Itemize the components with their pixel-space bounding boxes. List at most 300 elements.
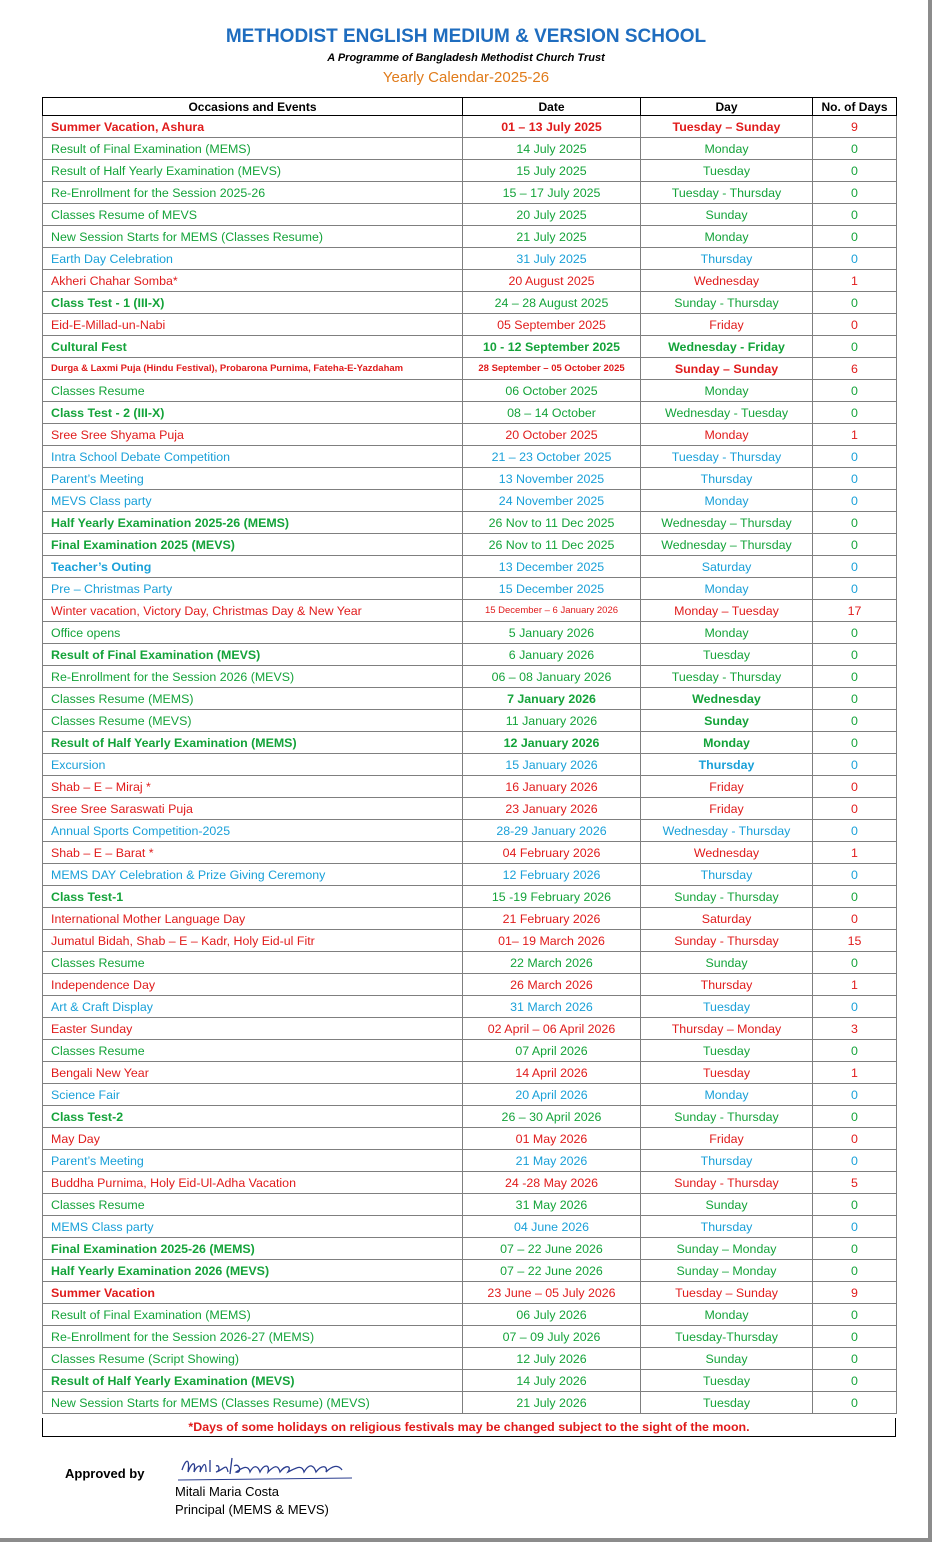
table-row — [43, 116, 897, 138]
days-count-cell: 15 — [813, 930, 897, 952]
date-cell: 23 January 2026 — [463, 798, 641, 820]
day-cell: Wednesday - Thursday — [641, 820, 813, 842]
date-cell: 28-29 January 2026 — [463, 820, 641, 842]
days-count-cell: 17 — [813, 600, 897, 622]
event-cell: Teacher’s Outing — [43, 556, 463, 578]
day-cell: Sunday - Thursday — [641, 886, 813, 908]
date-cell: 01– 19 March 2026 — [463, 930, 641, 952]
event-cell: Pre – Christmas Party — [43, 578, 463, 600]
day-cell: Monday – Tuesday — [641, 600, 813, 622]
day-cell: Monday — [641, 138, 813, 160]
event-cell: Annual Sports Competition-2025 — [43, 820, 463, 842]
day-cell: Friday — [641, 314, 813, 336]
event-cell: Class Test-2 — [43, 1106, 463, 1128]
day-cell: Tuesday — [641, 1062, 813, 1084]
day-cell: Tuesday — [641, 160, 813, 182]
date-cell: 24 – 28 August 2025 — [463, 292, 641, 314]
event-cell: Final Examination 2025 (MEVS) — [43, 534, 463, 556]
date-cell: 5 January 2026 — [463, 622, 641, 644]
table-row — [43, 1150, 897, 1172]
days-count-cell: 0 — [813, 1084, 897, 1106]
day-cell: Tuesday - Thursday — [641, 182, 813, 204]
date-cell: 07 – 22 June 2026 — [463, 1260, 641, 1282]
date-cell: 02 April – 06 April 2026 — [463, 1018, 641, 1040]
days-count-cell: 9 — [813, 1282, 897, 1304]
event-cell: Classes Resume — [43, 1194, 463, 1216]
day-cell: Friday — [641, 798, 813, 820]
table-row — [43, 1062, 897, 1084]
event-cell: Summer Vacation, Ashura — [43, 116, 463, 138]
event-cell: Result of Final Examination (MEMS) — [43, 1304, 463, 1326]
event-cell: Jumatul Bidah, Shab – E – Kadr, Holy Eid-ul Fitr — [43, 930, 463, 952]
day-cell: Monday — [641, 226, 813, 248]
table-row — [43, 798, 897, 820]
event-cell: Intra School Debate Competition — [43, 446, 463, 468]
days-count-cell: 0 — [813, 1040, 897, 1062]
day-cell: Thursday — [641, 864, 813, 886]
day-cell: Friday — [641, 776, 813, 798]
date-cell: 21 May 2026 — [463, 1150, 641, 1172]
event-cell: Classes Resume (Script Showing) — [43, 1348, 463, 1370]
event-cell: Class Test - 2 (III-X) — [43, 402, 463, 424]
date-cell: 11 January 2026 — [463, 710, 641, 732]
day-cell: Thursday – Monday — [641, 1018, 813, 1040]
table-row — [43, 226, 897, 248]
event-cell: Re-Enrollment for the Session 2026-27 (MEMS) — [43, 1326, 463, 1348]
days-count-cell: 0 — [813, 996, 897, 1018]
principal-signature — [176, 1452, 356, 1486]
days-count-cell: 9 — [813, 116, 897, 138]
days-count-cell: 1 — [813, 270, 897, 292]
date-cell: 15 – 17 July 2025 — [463, 182, 641, 204]
days-count-cell: 0 — [813, 490, 897, 512]
day-cell: Monday — [641, 1084, 813, 1106]
days-count-cell: 0 — [813, 1392, 897, 1414]
event-cell: MEMS Class party — [43, 1216, 463, 1238]
days-count-cell: 0 — [813, 138, 897, 160]
event-cell: Classes Resume (MEVS) — [43, 710, 463, 732]
event-cell: Earth Day Celebration — [43, 248, 463, 270]
day-cell: Monday — [641, 424, 813, 446]
day-cell: Tuesday — [641, 1392, 813, 1414]
date-cell: 04 June 2026 — [463, 1216, 641, 1238]
date-cell: 15 January 2026 — [463, 754, 641, 776]
date-cell: 13 December 2025 — [463, 556, 641, 578]
table-row — [43, 248, 897, 270]
event-cell: Sree Sree Shyama Puja — [43, 424, 463, 446]
table-row — [43, 1172, 897, 1194]
table-row — [43, 534, 897, 556]
event-cell: Akheri Chahar Somba* — [43, 270, 463, 292]
table-row — [43, 732, 897, 754]
event-cell: Result of Half Yearly Examination (MEMS) — [43, 732, 463, 754]
event-cell: Final Examination 2025-26 (MEMS) — [43, 1238, 463, 1260]
date-cell: 28 September – 05 October 2025 — [463, 358, 641, 380]
event-cell: Result of Final Examination (MEVS) — [43, 644, 463, 666]
table-row — [43, 182, 897, 204]
event-cell: Science Fair — [43, 1084, 463, 1106]
days-count-cell: 0 — [813, 336, 897, 358]
days-count-cell: 1 — [813, 424, 897, 446]
date-cell: 15 December – 6 January 2026 — [463, 600, 641, 622]
table-row — [43, 600, 897, 622]
date-cell: 23 June – 05 July 2026 — [463, 1282, 641, 1304]
table-row — [43, 820, 897, 842]
days-count-cell: 0 — [813, 1216, 897, 1238]
day-cell: Tuesday — [641, 1040, 813, 1062]
table-row — [43, 1194, 897, 1216]
day-cell: Sunday - Thursday — [641, 1172, 813, 1194]
event-cell: Re-Enrollment for the Session 2026 (MEVS) — [43, 666, 463, 688]
event-cell: MEMS DAY Celebration & Prize Giving Ceremony — [43, 864, 463, 886]
table-row — [43, 490, 897, 512]
column-header-date: Date — [463, 98, 641, 116]
day-cell: Friday — [641, 1128, 813, 1150]
event-cell: Class Test-1 — [43, 886, 463, 908]
day-cell: Monday — [641, 1304, 813, 1326]
day-cell: Wednesday — [641, 270, 813, 292]
days-count-cell: 0 — [813, 1370, 897, 1392]
date-cell: 15 -19 February 2026 — [463, 886, 641, 908]
table-row — [43, 270, 897, 292]
day-cell: Sunday — [641, 952, 813, 974]
table-row — [43, 1040, 897, 1062]
date-cell: 20 July 2025 — [463, 204, 641, 226]
days-count-cell: 0 — [813, 1304, 897, 1326]
table-row — [43, 468, 897, 490]
table-row — [43, 424, 897, 446]
days-count-cell: 0 — [813, 1260, 897, 1282]
event-cell: Parent’s Meeting — [43, 1150, 463, 1172]
table-row — [43, 688, 897, 710]
principal-title: Principal (MEMS & MEVS) — [175, 1502, 329, 1517]
table-row — [43, 358, 897, 380]
table-row — [43, 1282, 897, 1304]
event-cell: International Mother Language Day — [43, 908, 463, 930]
day-cell: Wednesday - Friday — [641, 336, 813, 358]
table-row — [43, 1326, 897, 1348]
date-cell: 6 January 2026 — [463, 644, 641, 666]
date-cell: 14 July 2025 — [463, 138, 641, 160]
date-cell: 01 May 2026 — [463, 1128, 641, 1150]
date-cell: 26 – 30 April 2026 — [463, 1106, 641, 1128]
event-cell: New Session Starts for MEMS (Classes Resume) — [43, 226, 463, 248]
days-count-cell: 0 — [813, 1150, 897, 1172]
day-cell: Sunday – Monday — [641, 1260, 813, 1282]
day-cell: Monday — [641, 578, 813, 600]
days-count-cell: 0 — [813, 864, 897, 886]
days-count-cell: 0 — [813, 578, 897, 600]
date-cell: 21 July 2025 — [463, 226, 641, 248]
table-row — [43, 512, 897, 534]
event-cell: Summer Vacation — [43, 1282, 463, 1304]
day-cell: Sunday – Sunday — [641, 358, 813, 380]
days-count-cell: 0 — [813, 226, 897, 248]
event-cell: Sree Sree Saraswati Puja — [43, 798, 463, 820]
table-row — [43, 886, 897, 908]
day-cell: Thursday — [641, 754, 813, 776]
days-count-cell: 0 — [813, 644, 897, 666]
days-count-cell: 0 — [813, 754, 897, 776]
date-cell: 31 July 2025 — [463, 248, 641, 270]
table-row — [43, 842, 897, 864]
days-count-cell: 0 — [813, 666, 897, 688]
table-row — [43, 1370, 897, 1392]
days-count-cell: 6 — [813, 358, 897, 380]
days-count-cell: 0 — [813, 820, 897, 842]
day-cell: Tuesday — [641, 644, 813, 666]
event-cell: Classes Resume (MEMS) — [43, 688, 463, 710]
days-count-cell: 0 — [813, 160, 897, 182]
day-cell: Sunday — [641, 1348, 813, 1370]
date-cell: 04 February 2026 — [463, 842, 641, 864]
day-cell: Tuesday — [641, 1370, 813, 1392]
day-cell: Thursday — [641, 468, 813, 490]
day-cell: Sunday - Thursday — [641, 930, 813, 952]
event-cell: Result of Half Yearly Examination (MEVS) — [43, 1370, 463, 1392]
column-header-occasions: Occasions and Events — [43, 98, 463, 116]
column-header-days: No. of Days — [813, 98, 897, 116]
date-cell: 31 March 2026 — [463, 996, 641, 1018]
day-cell: Tuesday – Sunday — [641, 116, 813, 138]
table-row — [43, 1392, 897, 1414]
event-cell: Office opens — [43, 622, 463, 644]
date-cell: 20 August 2025 — [463, 270, 641, 292]
event-cell: Buddha Purnima, Holy Eid-Ul-Adha Vacation — [43, 1172, 463, 1194]
date-cell: 05 September 2025 — [463, 314, 641, 336]
date-cell: 20 April 2026 — [463, 1084, 641, 1106]
table-row — [43, 1304, 897, 1326]
date-cell: 21 July 2026 — [463, 1392, 641, 1414]
event-cell: Classes Resume — [43, 380, 463, 402]
days-count-cell: 0 — [813, 952, 897, 974]
table-row — [43, 204, 897, 226]
event-cell: Parent’s Meeting — [43, 468, 463, 490]
day-cell: Tuesday - Thursday — [641, 666, 813, 688]
table-row — [43, 1348, 897, 1370]
day-cell: Tuesday — [641, 996, 813, 1018]
table-row — [43, 776, 897, 798]
day-cell: Monday — [641, 380, 813, 402]
event-cell: Classes Resume of MEVS — [43, 204, 463, 226]
day-cell: Tuesday-Thursday — [641, 1326, 813, 1348]
days-count-cell: 0 — [813, 622, 897, 644]
date-cell: 7 January 2026 — [463, 688, 641, 710]
table-row — [43, 710, 897, 732]
table-row — [43, 754, 897, 776]
table-row — [43, 160, 897, 182]
days-count-cell: 0 — [813, 886, 897, 908]
calendar-table — [42, 97, 897, 1414]
table-row — [43, 930, 897, 952]
programme-subtitle: A Programme of Bangladesh Methodist Church Trust — [327, 52, 605, 64]
event-cell: May Day — [43, 1128, 463, 1150]
event-cell: Shab – E – Miraj * — [43, 776, 463, 798]
school-name: METHODIST ENGLISH MEDIUM & VERSION SCHOOL — [225, 26, 707, 47]
day-cell: Tuesday - Thursday — [641, 446, 813, 468]
days-count-cell: 1 — [813, 974, 897, 996]
days-count-cell: 0 — [813, 1194, 897, 1216]
date-cell: 20 October 2025 — [463, 424, 641, 446]
event-cell: Class Test - 1 (III-X) — [43, 292, 463, 314]
days-count-cell: 0 — [813, 1128, 897, 1150]
table-row — [43, 1106, 897, 1128]
event-cell: Independence Day — [43, 974, 463, 996]
date-cell: 06 – 08 January 2026 — [463, 666, 641, 688]
principal-name: Mitali Maria Costa — [175, 1484, 280, 1499]
table-row — [43, 996, 897, 1018]
days-count-cell: 0 — [813, 1106, 897, 1128]
days-count-cell: 0 — [813, 292, 897, 314]
column-header-day: Day — [641, 98, 813, 116]
date-cell: 26 Nov to 11 Dec 2025 — [463, 512, 641, 534]
days-count-cell: 0 — [813, 710, 897, 732]
table-row — [43, 380, 897, 402]
table-row — [43, 1260, 897, 1282]
date-cell: 06 July 2026 — [463, 1304, 641, 1326]
event-cell: Art & Craft Display — [43, 996, 463, 1018]
table-row — [43, 446, 897, 468]
date-cell: 01 – 13 July 2025 — [463, 116, 641, 138]
date-cell: 15 July 2025 — [463, 160, 641, 182]
days-count-cell: 1 — [813, 1062, 897, 1084]
day-cell: Wednesday – Thursday — [641, 512, 813, 534]
days-count-cell: 5 — [813, 1172, 897, 1194]
event-cell: Easter Sunday — [43, 1018, 463, 1040]
day-cell: Wednesday – Thursday — [641, 534, 813, 556]
days-count-cell: 0 — [813, 732, 897, 754]
date-cell: 26 Nov to 11 Dec 2025 — [463, 534, 641, 556]
days-count-cell: 0 — [813, 182, 897, 204]
day-cell: Wednesday — [641, 688, 813, 710]
date-cell: 14 April 2026 — [463, 1062, 641, 1084]
table-row — [43, 908, 897, 930]
day-cell: Sunday — [641, 710, 813, 732]
days-count-cell: 0 — [813, 402, 897, 424]
event-cell: Cultural Fest — [43, 336, 463, 358]
day-cell: Sunday – Monday — [641, 1238, 813, 1260]
footnote: *Days of some holidays on religious festivals may be changed subject to the sight of the moon. — [42, 1418, 896, 1437]
date-cell: 07 – 09 July 2026 — [463, 1326, 641, 1348]
event-cell: Half Yearly Examination 2025-26 (MEMS) — [43, 512, 463, 534]
table-row — [43, 644, 897, 666]
day-cell: Sunday - Thursday — [641, 292, 813, 314]
days-count-cell: 0 — [813, 248, 897, 270]
day-cell: Thursday — [641, 974, 813, 996]
date-cell: 10 - 12 September 2025 — [463, 336, 641, 358]
date-cell: 24 -28 May 2026 — [463, 1172, 641, 1194]
days-count-cell: 0 — [813, 468, 897, 490]
date-cell: 08 – 14 October — [463, 402, 641, 424]
day-cell: Thursday — [641, 248, 813, 270]
day-cell: Wednesday - Tuesday — [641, 402, 813, 424]
days-count-cell: 0 — [813, 798, 897, 820]
date-cell: 12 January 2026 — [463, 732, 641, 754]
day-cell: Tuesday – Sunday — [641, 1282, 813, 1304]
table-row — [43, 1128, 897, 1150]
day-cell: Monday — [641, 622, 813, 644]
table-row — [43, 336, 897, 358]
table-row — [43, 138, 897, 160]
table-row — [43, 402, 897, 424]
days-count-cell: 0 — [813, 776, 897, 798]
event-cell: Bengali New Year — [43, 1062, 463, 1084]
day-cell: Monday — [641, 732, 813, 754]
date-cell: 26 March 2026 — [463, 974, 641, 996]
event-cell: Classes Resume — [43, 1040, 463, 1062]
days-count-cell: 0 — [813, 908, 897, 930]
date-cell: 15 December 2025 — [463, 578, 641, 600]
table-row — [43, 1084, 897, 1106]
day-cell: Thursday — [641, 1216, 813, 1238]
date-cell: 21 February 2026 — [463, 908, 641, 930]
days-count-cell: 0 — [813, 380, 897, 402]
date-cell: 16 January 2026 — [463, 776, 641, 798]
table-row — [43, 1216, 897, 1238]
table-row — [43, 622, 897, 644]
days-count-cell: 0 — [813, 1326, 897, 1348]
event-cell: Half Yearly Examination 2026 (MEVS) — [43, 1260, 463, 1282]
date-cell: 24 November 2025 — [463, 490, 641, 512]
days-count-cell: 0 — [813, 512, 897, 534]
day-cell: Sunday — [641, 1194, 813, 1216]
table-row — [43, 1018, 897, 1040]
event-cell: Result of Final Examination (MEMS) — [43, 138, 463, 160]
date-cell: 07 April 2026 — [463, 1040, 641, 1062]
day-cell: Thursday — [641, 1150, 813, 1172]
day-cell: Sunday — [641, 204, 813, 226]
day-cell: Sunday - Thursday — [641, 1106, 813, 1128]
table-row — [43, 864, 897, 886]
days-count-cell: 0 — [813, 204, 897, 226]
event-cell: Shab – E – Barat * — [43, 842, 463, 864]
table-row — [43, 1238, 897, 1260]
approved-by-label: Approved by — [65, 1466, 145, 1481]
event-cell: Re-Enrollment for the Session 2025-26 — [43, 182, 463, 204]
table-row — [43, 556, 897, 578]
date-cell: 13 November 2025 — [463, 468, 641, 490]
event-cell: New Session Starts for MEMS (Classes Resume) (MEVS) — [43, 1392, 463, 1414]
days-count-cell: 0 — [813, 1348, 897, 1370]
table-row — [43, 666, 897, 688]
date-cell: 21 – 23 October 2025 — [463, 446, 641, 468]
table-row — [43, 292, 897, 314]
table-header-row — [43, 98, 897, 116]
table-row — [43, 952, 897, 974]
event-cell: Classes Resume — [43, 952, 463, 974]
date-cell: 12 February 2026 — [463, 864, 641, 886]
calendar-table-body — [43, 116, 897, 1414]
event-cell: Winter vacation, Victory Day, Christmas Day & New Year — [43, 600, 463, 622]
date-cell: 31 May 2026 — [463, 1194, 641, 1216]
days-count-cell: 3 — [813, 1018, 897, 1040]
table-row — [43, 578, 897, 600]
days-count-cell: 0 — [813, 556, 897, 578]
day-cell: Saturday — [641, 556, 813, 578]
days-count-cell: 0 — [813, 534, 897, 556]
days-count-cell: 0 — [813, 688, 897, 710]
event-cell: Durga & Laxmi Puja (Hindu Festival), Probarona Purnima, Fateha-E-Yazdaham — [43, 358, 463, 380]
table-row — [43, 314, 897, 336]
days-count-cell: 0 — [813, 314, 897, 336]
day-cell: Monday — [641, 490, 813, 512]
event-cell: Result of Half Yearly Examination (MEVS) — [43, 160, 463, 182]
days-count-cell: 0 — [813, 446, 897, 468]
days-count-cell: 1 — [813, 842, 897, 864]
event-cell: Excursion — [43, 754, 463, 776]
date-cell: 14 July 2026 — [463, 1370, 641, 1392]
day-cell: Wednesday — [641, 842, 813, 864]
